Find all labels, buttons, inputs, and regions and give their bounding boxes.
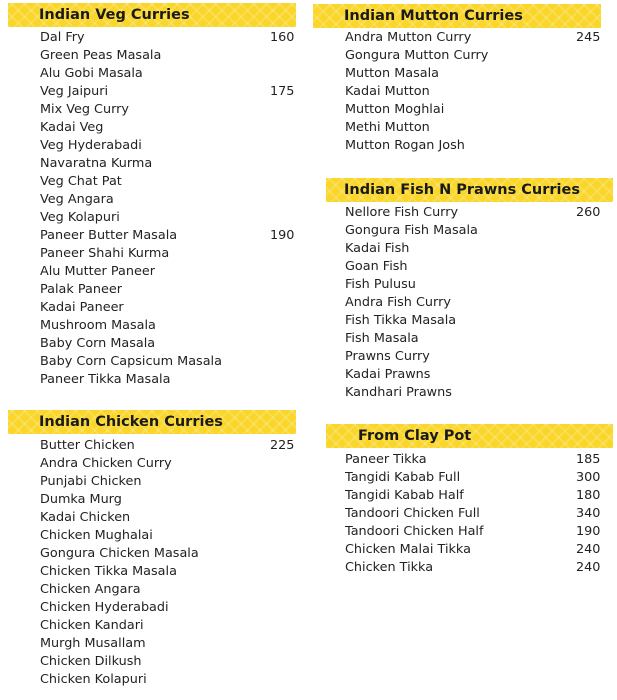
menu-item [40, 581, 296, 599]
menu-item [40, 509, 296, 527]
menu-item-price: 190 [270, 228, 295, 243]
menu-item [40, 527, 296, 545]
menu-item [345, 119, 601, 137]
menu-item [40, 599, 296, 617]
menu-item-name: Mutton Rogan Josh [345, 138, 465, 153]
menu-item-name: Chicken Kolapuri [40, 672, 147, 687]
menu-item [345, 83, 601, 101]
menu-item-price: 260 [576, 205, 601, 220]
menu-item-name: Andra Chicken Curry [40, 456, 172, 471]
menu-item-name: Fish Tikka Masala [345, 313, 457, 328]
menu-item [345, 222, 601, 240]
menu-item-price: 185 [576, 452, 601, 467]
menu-item-name: Dal Fry [40, 30, 85, 45]
menu-item [345, 366, 601, 384]
claypot-section-title: From Clay Pot [358, 428, 472, 444]
menu-item-name: Kadai Veg [40, 120, 104, 135]
menu-item [40, 47, 296, 65]
menu-item-name: Kadai Fish [345, 241, 410, 256]
claypot-section-header [326, 424, 613, 448]
menu-item-name: Navaratna Kurma [40, 156, 153, 171]
menu-item-name: Alu Mutter Paneer [40, 264, 155, 279]
menu-item [40, 653, 296, 671]
menu-item-name: Prawns Curry [345, 349, 430, 364]
menu-item [345, 29, 601, 47]
menu-item-name: Chicken Tikka [345, 560, 434, 575]
menu-item-name: Paneer Tikka [345, 452, 427, 467]
chicken-menu-list [40, 437, 296, 689]
menu-item [40, 29, 296, 47]
menu-item [40, 563, 296, 581]
menu-item-name: Kadai Chicken [40, 510, 131, 525]
menu-item-name: Chicken Angara [40, 582, 141, 597]
chicken-section-header [8, 410, 296, 434]
menu-item-name: Murgh Musallam [40, 636, 146, 651]
menu-item-name: Veg Chat Pat [40, 174, 122, 189]
menu-item-name: Tangidi Kabab Half [345, 488, 464, 503]
menu-item-name: Chicken Mughalai [40, 528, 153, 543]
menu-item [345, 559, 601, 577]
menu-item [40, 437, 296, 455]
menu-item [345, 505, 601, 523]
menu-item [345, 276, 601, 294]
menu-item-name: Alu Gobi Masala [40, 66, 143, 81]
menu-item-name: Chicken Tikka Masala [40, 564, 177, 579]
menu-item [40, 119, 296, 137]
menu-item-name: Chicken Malai Tikka [345, 542, 471, 557]
menu-item [345, 204, 601, 222]
menu-item [345, 258, 601, 276]
menu-item-name: Kadai Mutton [345, 84, 430, 99]
menu-item-name: Nellore Fish Curry [345, 205, 459, 220]
menu-item [40, 545, 296, 563]
menu-item-name: Paneer Tikka Masala [40, 372, 171, 387]
menu-item [40, 191, 296, 209]
menu-item-price: 240 [576, 560, 601, 575]
menu-item [345, 451, 601, 469]
menu-item [40, 209, 296, 227]
menu-item-name: Mutton Moghlai [345, 102, 445, 117]
menu-item-price: 225 [270, 438, 295, 453]
menu-item [345, 487, 601, 505]
veg-menu-list [40, 29, 296, 389]
menu-item-name: Veg Hyderabadi [40, 138, 142, 153]
menu-item-name: Chicken Kandari [40, 618, 144, 633]
menu-item-price: 190 [576, 524, 601, 539]
menu-item [40, 617, 296, 635]
menu-item-name: Gongura Mutton Curry [345, 48, 489, 63]
menu-item [40, 455, 296, 473]
menu-item-name: Paneer Shahi Kurma [40, 246, 170, 261]
mutton-section-title: Indian Mutton Curries [344, 8, 523, 24]
fish-menu-list [345, 204, 601, 402]
menu-item-price: 245 [576, 30, 601, 45]
menu-item [40, 317, 296, 335]
menu-item-name: Mix Veg Curry [40, 102, 129, 117]
veg-section-header [8, 3, 296, 27]
menu-item [40, 335, 296, 353]
menu-item-name: Chicken Hyderabadi [40, 600, 169, 615]
menu-item [345, 523, 601, 541]
menu-item [40, 281, 296, 299]
menu-item [40, 173, 296, 191]
menu-item-name: Kandhari Prawns [345, 385, 452, 400]
menu-item-name: Punjabi Chicken [40, 474, 142, 489]
menu-item [40, 491, 296, 509]
menu-item [40, 155, 296, 173]
menu-item-name: Fish Masala [345, 331, 419, 346]
menu-item [345, 65, 601, 83]
menu-item [345, 541, 601, 559]
menu-item [345, 137, 601, 155]
menu-item [40, 227, 296, 245]
menu-item-price: 180 [576, 488, 601, 503]
menu-item [345, 469, 601, 487]
menu-item-name: Paneer Butter Masala [40, 228, 178, 243]
menu-item-name: Green Peas Masala [40, 48, 162, 63]
menu-item-name: Gongura Chicken Masala [40, 546, 199, 561]
menu-item [345, 384, 601, 402]
menu-item [40, 299, 296, 317]
veg-section-title: Indian Veg Curries [39, 7, 190, 23]
menu-item-name: Tandoori Chicken Full [345, 506, 480, 521]
menu-item [40, 245, 296, 263]
menu-item-name: Veg Kolapuri [40, 210, 120, 225]
menu-item-name: Methi Mutton [345, 120, 430, 135]
menu-item-name: Baby Corn Capsicum Masala [40, 354, 222, 369]
menu-item [345, 330, 601, 348]
menu-item [345, 312, 601, 330]
menu-item-name: Tandoori Chicken Half [345, 524, 484, 539]
fish-section-title: Indian Fish N Prawns Curries [344, 182, 580, 198]
menu-item [345, 294, 601, 312]
menu-item-name: Fish Pulusu [345, 277, 416, 292]
menu-item-name: Palak Paneer [40, 282, 122, 297]
menu-item-price: 175 [270, 84, 295, 99]
menu-item-name: Veg Jaipuri [40, 84, 109, 99]
menu-item [345, 240, 601, 258]
mutton-menu-list [345, 29, 601, 155]
menu-item-name: Tangidi Kabab Full [345, 470, 461, 485]
menu-item [40, 671, 296, 689]
menu-item-price: 240 [576, 542, 601, 557]
menu-item-price: 160 [270, 30, 295, 45]
menu-item-price: 340 [576, 506, 601, 521]
menu-item [40, 371, 296, 389]
chicken-section-title: Indian Chicken Curries [39, 414, 223, 430]
mutton-section-header [313, 4, 601, 28]
menu-item [345, 101, 601, 119]
menu-item [40, 263, 296, 281]
menu-item-name: Goan Fish [345, 259, 408, 274]
fish-section-header [326, 178, 613, 202]
claypot-menu-list [345, 451, 601, 577]
menu-item-name: Dumka Murg [40, 492, 122, 507]
menu-item [345, 348, 601, 366]
menu-item [40, 635, 296, 653]
menu-item-name: Kadai Prawns [345, 367, 431, 382]
menu-item-name: Gongura Fish Masala [345, 223, 478, 238]
menu-item [40, 65, 296, 83]
menu-item-name: Mutton Masala [345, 66, 439, 81]
menu-item-name: Andra Fish Curry [345, 295, 451, 310]
menu-item-name: Chicken Dilkush [40, 654, 142, 669]
menu-item-name: Baby Corn Masala [40, 336, 156, 351]
menu-item [40, 101, 296, 119]
menu-item-name: Veg Angara [40, 192, 114, 207]
menu-item-name: Andra Mutton Curry [345, 30, 472, 45]
menu-item-name: Butter Chicken [40, 438, 135, 453]
menu-item-name: Kadai Paneer [40, 300, 124, 315]
menu-item [40, 473, 296, 491]
menu-item [40, 353, 296, 371]
menu-item [40, 137, 296, 155]
menu-item-name: Mushroom Masala [40, 318, 156, 333]
menu-item [40, 83, 296, 101]
menu-item-price: 300 [576, 470, 601, 485]
menu-item [345, 47, 601, 65]
